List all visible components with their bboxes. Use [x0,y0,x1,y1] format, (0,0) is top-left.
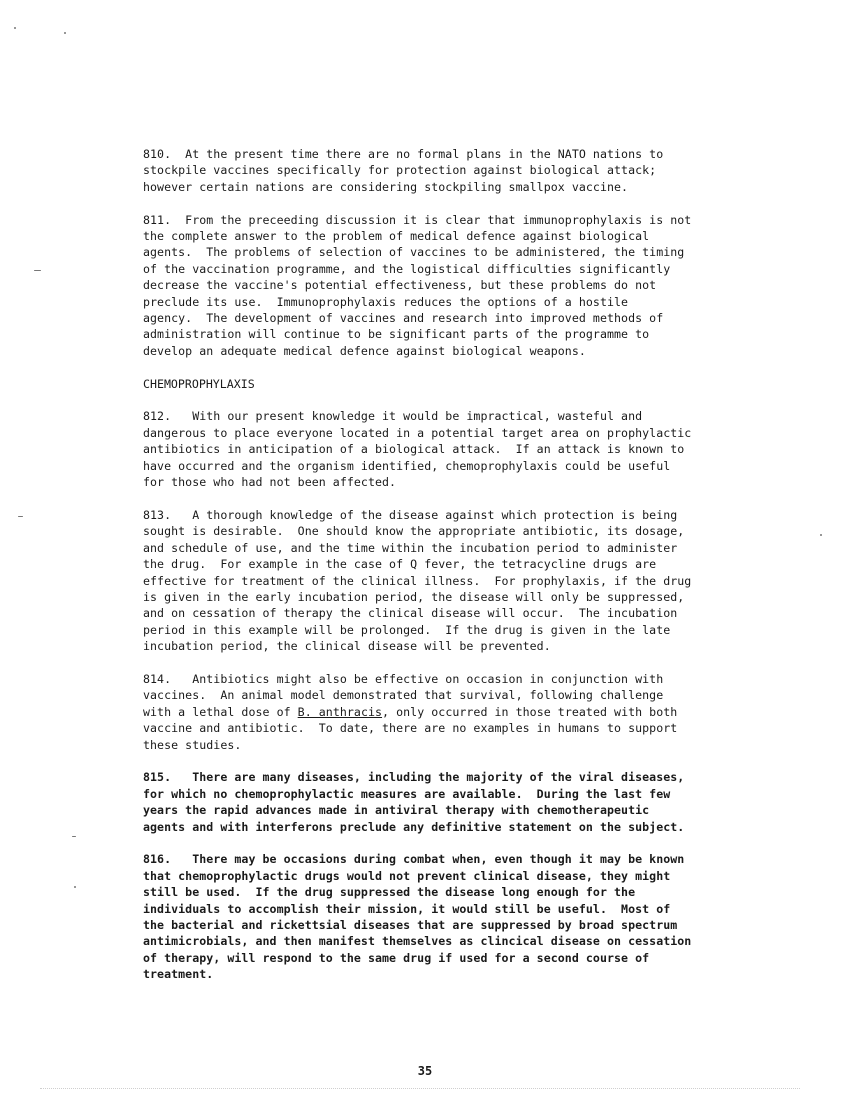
scan-speck [14,27,16,29]
paragraph-813: 813. A thorough knowledge of the disease against which protection is being sought is desirable. One should know the appropriate antibiotic, its dosage, and schedule of use, and the time within the incubation period to administer the drug. For example in the case of Q fever, the tetracycline drugs are effective for treatment of the clinical illness. For prophylaxis, if the drug is given in the early incubation period, the disease will only be suppressed, and on cessation of therapy the clinical disease will occur. The incubation period in this example will be prolonged. If the drug is given in the late incubation period, the clinical disease will be prevented. [143,507,692,654]
scan-speck [18,516,23,517]
scan-speck [72,836,76,837]
species-name: B. anthracis [297,704,383,719]
scan-speck [820,534,822,536]
paragraph-816: 816. There may be occasions during combat when, even though it may be known that chemoprophylactic drugs would not prevent clinical disease, they might still be used. If the drug suppressed the disease long enough for the individuals to accomplish their mission, it would still be useful. Most of the bacterial and rickettsial diseases that are suppressed by broad spectrum antimicrobials, and then manifest themselves as clincical disease on cessation of therapy, will respond to the same drug if used for a second course of treatment. [143,852,692,982]
scan-speck [74,886,76,888]
document-body [143,146,793,999]
paragraph-811: 811. From the preceeding discussion it is clear that immunoprophylaxis is not the complete answer to the problem of medical defence against biological agents. The problems of selection of vaccines to be administered, the timing of the vaccination programme, and the logistical difficulties significantly decrease the vaccine's potential effectiveness, but these problems do not preclude its use. Immunoprophylaxis reduces the options of a hostile agency. The development of vaccines and research into improved methods of administration will continue to be significant parts of the programme to develop an adequate medical defence against biological weapons. [143,212,692,358]
scan-speck [34,270,41,271]
paragraph-815: 815. There are many diseases, including the majority of the viral diseases, for which no chemoprophylactic measures are available. During the last few years the rapid advances made in antiviral therapy with chemotherapeutic agents and with interferons preclude any definitive statement on the subject. [143,770,685,834]
scan-speck [64,32,66,34]
page-number: 35 [417,1064,433,1078]
paragraph-812: 812. With our present knowledge it would be impractical, wasteful and dangerous to place everyone located in a potential target area on prophylactic antibiotics in anticipation of a biological attack. If an attack is known to have occurred and the organism identified, chemoprophylaxis could be useful for those who had not been affected. [143,409,692,490]
paragraph-814: 814. Antibiotics might also be effective on occasion in conjunction with vaccines. An animal model demonstrated that survival, following challenge with a lethal dose of B. anthracis, only occurred in those treated with both vaccine and antibiotic. To date, there are no examples in humans to support these studies. [143,671,678,752]
section-heading-chemoprophylaxis: CHEMOPROPHYLAXIS [143,376,255,391]
paragraph-810: 810. At the present time there are no formal plans in the NATO nations to stockpile vaccines specifically for protection against biological attack; however certain nations are considering stockpiling smallpox vaccine. [143,147,664,194]
scan-edge-noise [40,1088,800,1090]
